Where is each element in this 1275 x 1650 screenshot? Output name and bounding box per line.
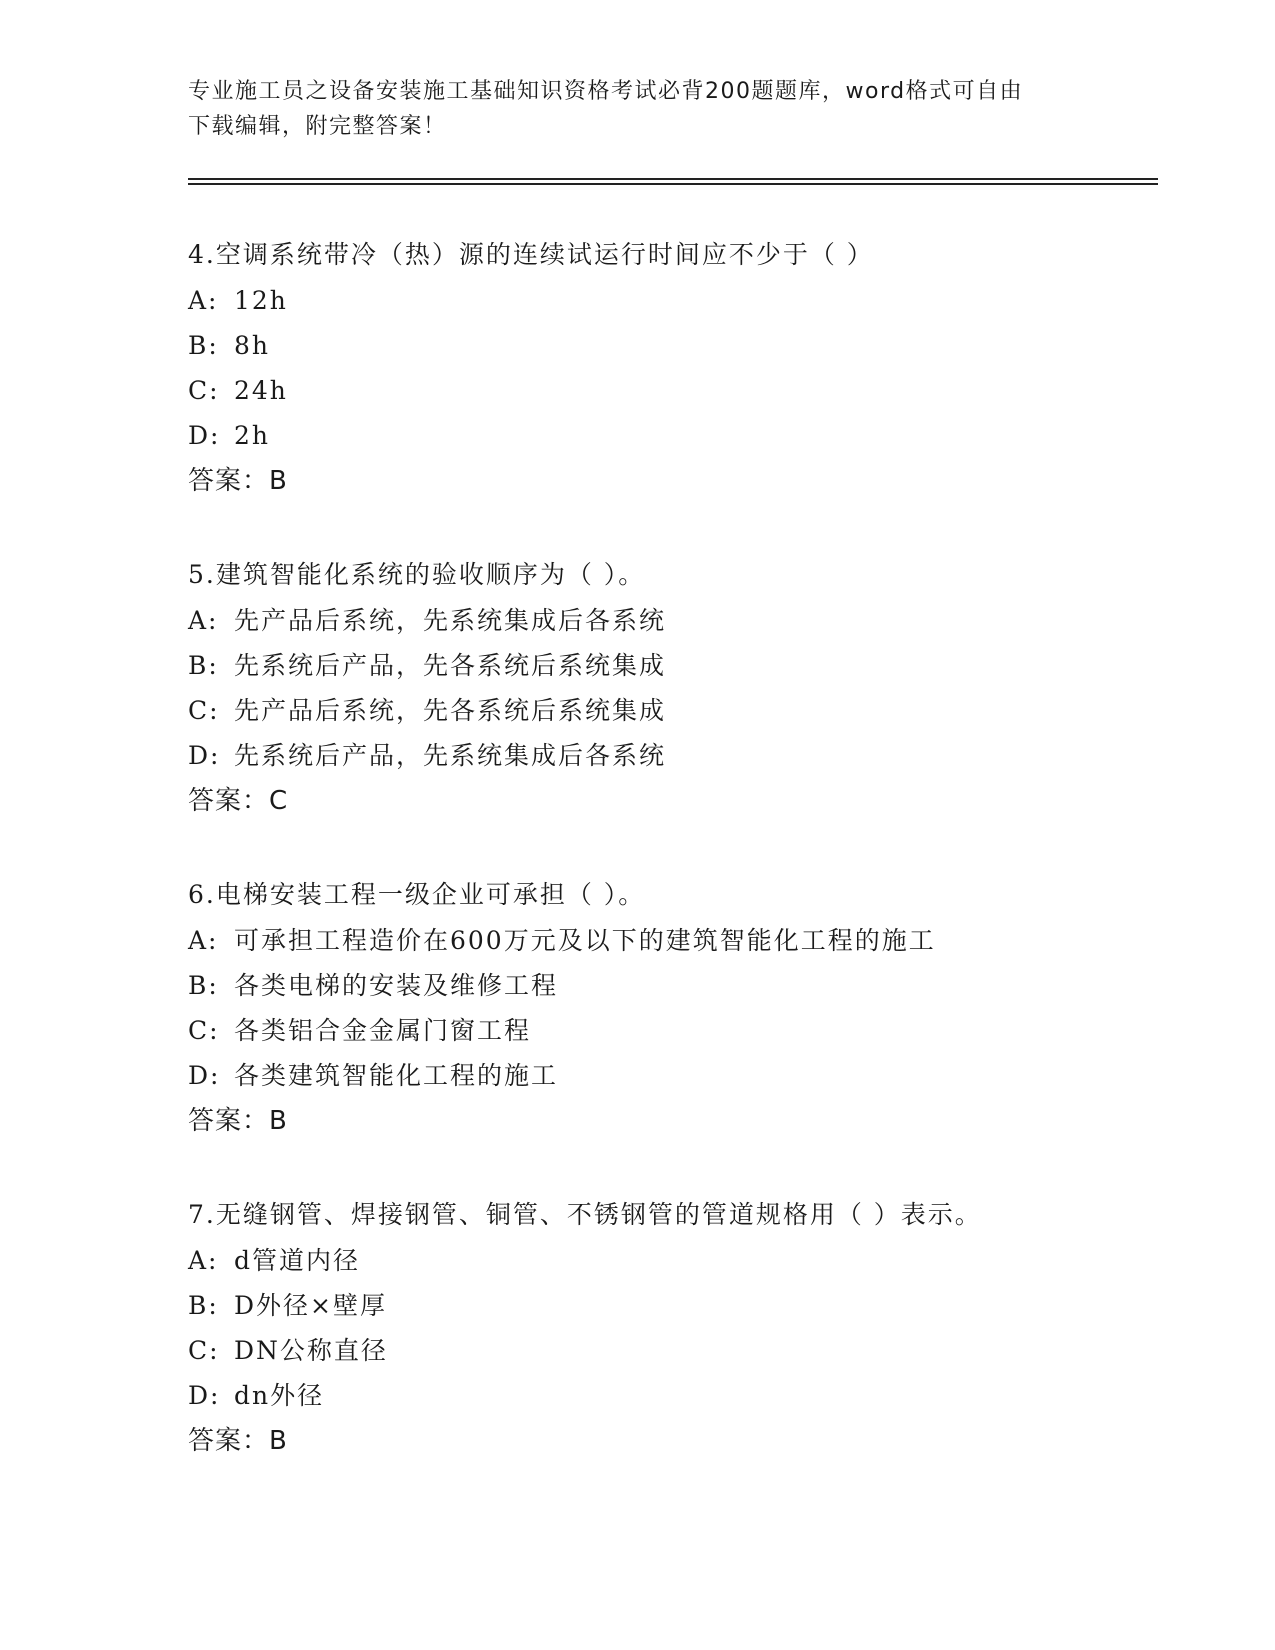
question-7 [188, 1192, 1188, 1464]
option-text: 先系统后产品，先系统集成后各系统 [234, 741, 667, 770]
option-letter: C: [188, 696, 220, 725]
option-d [188, 1373, 1188, 1418]
option-a [188, 278, 1188, 323]
option-letter: C: [188, 1016, 220, 1045]
option-letter: B: [188, 971, 219, 1000]
option-a [188, 598, 1188, 643]
option-text: 先产品后系统，先系统集成后各系统 [234, 606, 667, 635]
question-5 [188, 552, 1188, 824]
option-letter: B: [188, 651, 219, 680]
option-text: 12h [234, 286, 288, 315]
option-text: dn外径 [234, 1381, 325, 1410]
question-4 [188, 232, 1188, 504]
option-d [188, 733, 1188, 778]
option-text: 各类铝合金金属门窗工程 [234, 1016, 532, 1045]
answer-line: 答案：B [188, 1426, 288, 1456]
document-header [188, 74, 1088, 144]
option-letter: D: [188, 421, 221, 450]
option-letter: B: [188, 331, 219, 360]
option-letter: C: [188, 376, 220, 405]
header-divider-bottom [188, 183, 1158, 185]
question-stem: 6.电梯安装工程一级企业可承担（ ）。 [188, 880, 646, 909]
option-letter: D: [188, 1061, 221, 1090]
option-b [188, 643, 1188, 688]
option-b [188, 1283, 1188, 1328]
option-text: 先系统后产品，先各系统后系统集成 [234, 651, 667, 680]
answer-line: 答案：B [188, 1106, 288, 1136]
option-text: 可承担工程造价在600万元及以下的建筑智能化工程的施工 [234, 926, 936, 955]
answer-line: 答案：C [188, 786, 289, 816]
option-text: 先产品后系统，先各系统后系统集成 [234, 696, 667, 725]
option-letter: A: [188, 926, 219, 955]
option-text: 各类建筑智能化工程的施工 [234, 1061, 559, 1090]
header-divider-top [188, 178, 1158, 180]
option-text: D外径×壁厚 [234, 1291, 387, 1320]
option-text: 8h [234, 331, 271, 360]
header-line-1: 专业施工员之设备安装施工基础知识资格考试必背200题题库，word格式可自由 [188, 79, 1024, 104]
option-letter: B: [188, 1291, 219, 1320]
option-b [188, 323, 1188, 368]
option-text: 2h [234, 421, 271, 450]
option-letter: C: [188, 1336, 220, 1365]
question-stem: 4.空调系统带冷（热）源的连续试运行时间应不少于（ ） [188, 240, 874, 269]
option-text: 各类电梯的安装及维修工程 [234, 971, 559, 1000]
option-letter: A: [188, 1246, 219, 1275]
option-c [188, 368, 1188, 413]
option-c [188, 1008, 1188, 1053]
option-letter: A: [188, 286, 219, 315]
option-text: 24h [234, 376, 288, 405]
option-a [188, 918, 1188, 963]
option-d [188, 1053, 1188, 1098]
option-a [188, 1238, 1188, 1283]
question-stem: 5.建筑智能化系统的验收顺序为（ ）。 [188, 560, 646, 589]
header-line-2: 下载编辑，附完整答案！ [188, 114, 447, 139]
option-c [188, 688, 1188, 733]
option-b [188, 963, 1188, 1008]
option-letter: A: [188, 606, 219, 635]
option-text: DN公称直径 [234, 1336, 388, 1365]
option-c [188, 1328, 1188, 1373]
question-6 [188, 872, 1188, 1144]
option-letter: D: [188, 1381, 221, 1410]
question-stem: 7.无缝钢管、焊接钢管、铜管、不锈钢管的管道规格用（ ）表示。 [188, 1200, 982, 1229]
answer-line: 答案：B [188, 466, 288, 496]
option-d [188, 413, 1188, 458]
option-text: d管道内径 [234, 1246, 361, 1275]
option-letter: D: [188, 741, 221, 770]
